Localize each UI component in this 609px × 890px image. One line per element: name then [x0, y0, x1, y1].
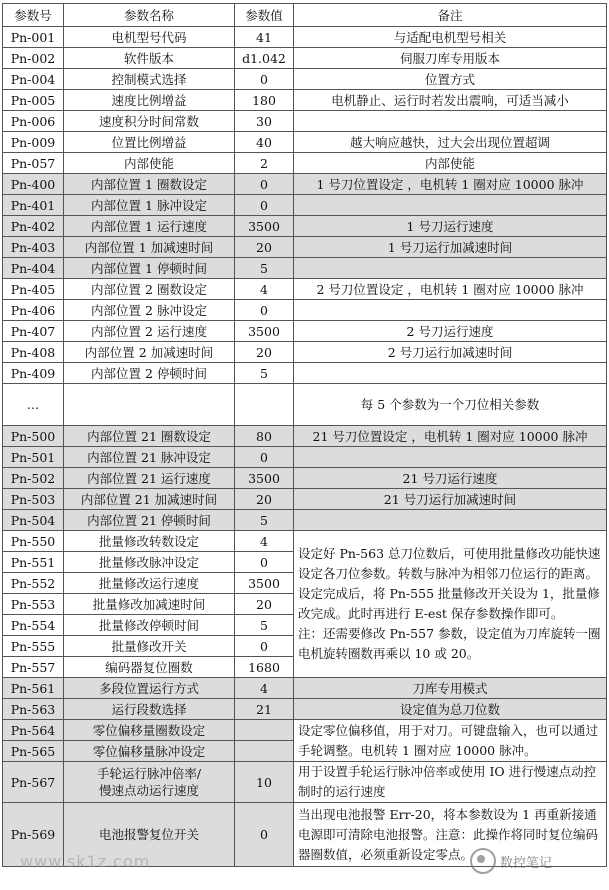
logo-icon	[470, 848, 496, 874]
param-name: 内部位置 21 停顿时间	[64, 510, 235, 531]
param-note: 2 号刀运行速度	[294, 321, 607, 342]
param-value: 5	[235, 510, 294, 531]
table-row	[3, 132, 607, 153]
param-no: …	[3, 384, 64, 426]
param-no: Pn-552	[3, 573, 64, 594]
table-row	[3, 342, 607, 363]
param-no: Pn-504	[3, 510, 64, 531]
param-name	[64, 384, 235, 426]
param-name: 速度比例增益	[64, 90, 235, 111]
param-no: Pn-561	[3, 678, 64, 699]
param-no: Pn-409	[3, 363, 64, 384]
param-note: 位置方式	[294, 69, 607, 90]
param-name: 内部位置 21 运行速度	[64, 468, 235, 489]
table-row	[3, 153, 607, 174]
param-value: 40	[235, 132, 294, 153]
param-note: 21 号刀位置设定 ，电机转 1 圈对应 10000 脉冲	[294, 426, 607, 447]
param-name: 批量修改脉冲设定	[64, 552, 235, 573]
param-name-line2: 慢速点动运行速度	[98, 783, 199, 798]
param-no: Pn-567	[3, 762, 64, 803]
param-no: Pn-553	[3, 594, 64, 615]
param-no: Pn-001	[3, 27, 64, 48]
param-note	[294, 363, 607, 384]
param-note	[294, 258, 607, 279]
param-note	[294, 447, 607, 468]
table-row	[3, 69, 607, 90]
param-no: Pn-502	[3, 468, 64, 489]
param-value	[235, 741, 294, 762]
table-row	[3, 300, 607, 321]
param-name: 内部位置 2 加减速时间	[64, 342, 235, 363]
param-value: 3500	[235, 321, 294, 342]
table-row	[3, 678, 607, 699]
param-note: 21 号刀运行加减速时间	[294, 489, 607, 510]
table-row	[3, 48, 607, 69]
param-no: Pn-401	[3, 195, 64, 216]
header-param-no: 参数号	[3, 4, 64, 27]
param-no: Pn-406	[3, 300, 64, 321]
batch-note-text: 设定好 Pn-563 总刀位数后，可使用批量修改功能快速设定各刀位参数。转数与脉冲为相邻刀位运行的距离。设定完成后，将 Pn-555 批量修改开关设为 1，批量修改完成。此时再进行 E-est 保存参数操作即可。	[298, 546, 601, 621]
param-no: Pn-408	[3, 342, 64, 363]
param-no: Pn-403	[3, 237, 64, 258]
header-note: 备注	[294, 4, 607, 27]
param-name: 批量修改加减速时间	[64, 594, 235, 615]
param-name: 速度积分时间常数	[64, 111, 235, 132]
param-no: Pn-555	[3, 636, 64, 657]
param-name: 批量修改运行速度	[64, 573, 235, 594]
table-row	[3, 510, 607, 531]
zero-offset-note: 设定零位偏移值，用于对刀。可键盘输入，也可以通过手轮调整。电机转 1 圈对应 10000 脉冲。	[294, 720, 607, 762]
param-name: 内部位置 2 运行速度	[64, 321, 235, 342]
table-row	[3, 195, 607, 216]
param-value: 4	[235, 678, 294, 699]
param-value: 0	[235, 69, 294, 90]
param-value: 80	[235, 426, 294, 447]
param-no: Pn-407	[3, 321, 64, 342]
param-no: Pn-002	[3, 48, 64, 69]
param-note: 设定值为总刀位数	[294, 699, 607, 720]
param-value: 30	[235, 111, 294, 132]
param-note: 内部使能	[294, 153, 607, 174]
logo-text: 数控笔记	[500, 855, 553, 871]
param-name: 内部位置 21 脉冲设定	[64, 447, 235, 468]
param-value: d1.042	[235, 48, 294, 69]
param-note: 与适配电机型号相关	[294, 27, 607, 48]
header-param-name: 参数名称	[64, 4, 235, 27]
param-name: 零位偏移量圈数设定	[64, 720, 235, 741]
param-name: 电池报警复位开关	[64, 803, 235, 867]
param-note: 1 号刀位置设定 ，电机转 1 圈对应 10000 脉冲	[294, 174, 607, 195]
param-name: 软件版本	[64, 48, 235, 69]
table-row	[3, 258, 607, 279]
table-row	[3, 111, 607, 132]
table-row	[3, 426, 607, 447]
param-name: 零位偏移量脉冲设定	[64, 741, 235, 762]
table-row	[3, 363, 607, 384]
param-name: 内部位置 21 圈数设定	[64, 426, 235, 447]
param-name: 运行段数选择	[64, 699, 235, 720]
param-note: 1 号刀运行速度	[294, 216, 607, 237]
param-no: Pn-564	[3, 720, 64, 741]
table-row	[3, 174, 607, 195]
param-name: 内部使能	[64, 153, 235, 174]
table-row	[3, 699, 607, 720]
param-no: Pn-551	[3, 552, 64, 573]
table-row	[3, 384, 607, 426]
param-note: 用于设置手轮运行脉冲倍率或使用 IO 进行慢速点动控制时的运行速度	[294, 762, 607, 803]
param-note: 2 号刀运行加减速时间	[294, 342, 607, 363]
brand-logo	[470, 848, 552, 874]
table-row	[3, 321, 607, 342]
param-value	[235, 384, 294, 426]
param-note: 刀库专用模式	[294, 678, 607, 699]
param-value: 3500	[235, 573, 294, 594]
param-value: 20	[235, 342, 294, 363]
table-row	[3, 216, 607, 237]
param-name: 电机型号代码	[64, 27, 235, 48]
param-name: 控制模式选择	[64, 69, 235, 90]
param-value: 21	[235, 699, 294, 720]
param-no: Pn-550	[3, 531, 64, 552]
param-value: 4	[235, 531, 294, 552]
param-value: 0	[235, 195, 294, 216]
param-no: Pn-057	[3, 153, 64, 174]
param-no: Pn-557	[3, 657, 64, 678]
param-name: 内部位置 2 停顿时间	[64, 363, 235, 384]
param-value: 0	[235, 174, 294, 195]
param-no: Pn-400	[3, 174, 64, 195]
param-name: 多段位置运行方式	[64, 678, 235, 699]
param-note: 越大响应越快，过大会出现位置超调	[294, 132, 607, 153]
param-no: Pn-569	[3, 803, 64, 867]
param-name: 内部位置 1 脉冲设定	[64, 195, 235, 216]
param-note: 1 号刀运行加减速时间	[294, 237, 607, 258]
param-value: 1680	[235, 657, 294, 678]
param-no: Pn-006	[3, 111, 64, 132]
param-value: 20	[235, 237, 294, 258]
param-value: 10	[235, 762, 294, 803]
param-value: 20	[235, 594, 294, 615]
param-note	[294, 300, 607, 321]
param-note	[294, 111, 607, 132]
param-no: Pn-565	[3, 741, 64, 762]
param-value: 0	[235, 803, 294, 867]
param-name: 批量修改停顿时间	[64, 615, 235, 636]
param-note: 伺服刀库专用版本	[294, 48, 607, 69]
param-note: 2 号刀位置设定 ，电机转 1 圈对应 10000 脉冲	[294, 279, 607, 300]
table-row	[3, 447, 607, 468]
param-value: 180	[235, 90, 294, 111]
param-no: Pn-004	[3, 69, 64, 90]
param-note: 21 号刀运行速度	[294, 468, 607, 489]
param-no: Pn-501	[3, 447, 64, 468]
table-row	[3, 762, 607, 803]
param-name-line1: 手轮运行脉冲倍率/	[96, 766, 202, 781]
table-row	[3, 489, 607, 510]
param-note	[294, 195, 607, 216]
param-no: Pn-554	[3, 615, 64, 636]
param-name: 位置比例增益	[64, 132, 235, 153]
param-value: 0	[235, 447, 294, 468]
param-name: 批量修改开关	[64, 636, 235, 657]
param-value: 4	[235, 279, 294, 300]
batch-note-text-2: 注：还需要修改 Pn-557 参数，设定值为刀库旋转一圈电机旋转圈数再乘以 10 或 20。	[298, 626, 601, 661]
param-no: Pn-402	[3, 216, 64, 237]
param-note: 每 5 个参数为一个刀位相关参数	[294, 384, 607, 426]
table-row	[3, 279, 607, 300]
param-name: 内部位置 1 加减速时间	[64, 237, 235, 258]
param-name: 内部位置 2 圈数设定	[64, 279, 235, 300]
param-value: 0	[235, 636, 294, 657]
param-value: 5	[235, 258, 294, 279]
param-name: 批量修改转数设定	[64, 531, 235, 552]
param-name: 编码器复位圈数	[64, 657, 235, 678]
param-note: 电机静止、运行时若发出震响，可适当减小	[294, 90, 607, 111]
param-value	[235, 720, 294, 741]
param-note: 当出现电池报警 Err-20，将本参数设为 1 再重新接通电源即可清除电池报警。注意：此操作将同时复位编码器圈数值，必须重新设定零点。	[294, 803, 607, 867]
param-name: 内部位置 1 运行速度	[64, 216, 235, 237]
param-note	[294, 510, 607, 531]
param-value: 3500	[235, 468, 294, 489]
param-no: Pn-404	[3, 258, 64, 279]
table-row	[3, 90, 607, 111]
param-value: 0	[235, 552, 294, 573]
param-value: 41	[235, 27, 294, 48]
param-value: 20	[235, 489, 294, 510]
param-name	[64, 762, 235, 803]
param-no: Pn-405	[3, 279, 64, 300]
param-value: 2	[235, 153, 294, 174]
param-no: Pn-563	[3, 699, 64, 720]
table-row	[3, 468, 607, 489]
table-row	[3, 720, 607, 741]
table-row	[3, 531, 607, 552]
param-no: Pn-503	[3, 489, 64, 510]
param-no: Pn-500	[3, 426, 64, 447]
param-name: 内部位置 2 脉冲设定	[64, 300, 235, 321]
param-value: 0	[235, 300, 294, 321]
table-header-row	[3, 4, 607, 27]
param-name: 内部位置 21 加减速时间	[64, 489, 235, 510]
param-name: 内部位置 1 停顿时间	[64, 258, 235, 279]
batch-modify-note	[294, 531, 607, 678]
param-no: Pn-009	[3, 132, 64, 153]
param-value: 5	[235, 363, 294, 384]
parameter-table	[2, 3, 607, 867]
table-row	[3, 27, 607, 48]
table-row	[3, 237, 607, 258]
param-value: 3500	[235, 216, 294, 237]
watermark-text: www.sk1z.com	[20, 852, 151, 871]
param-no: Pn-005	[3, 90, 64, 111]
param-value: 5	[235, 615, 294, 636]
header-param-value: 参数值	[235, 4, 294, 27]
param-name: 内部位置 1 圈数设定	[64, 174, 235, 195]
